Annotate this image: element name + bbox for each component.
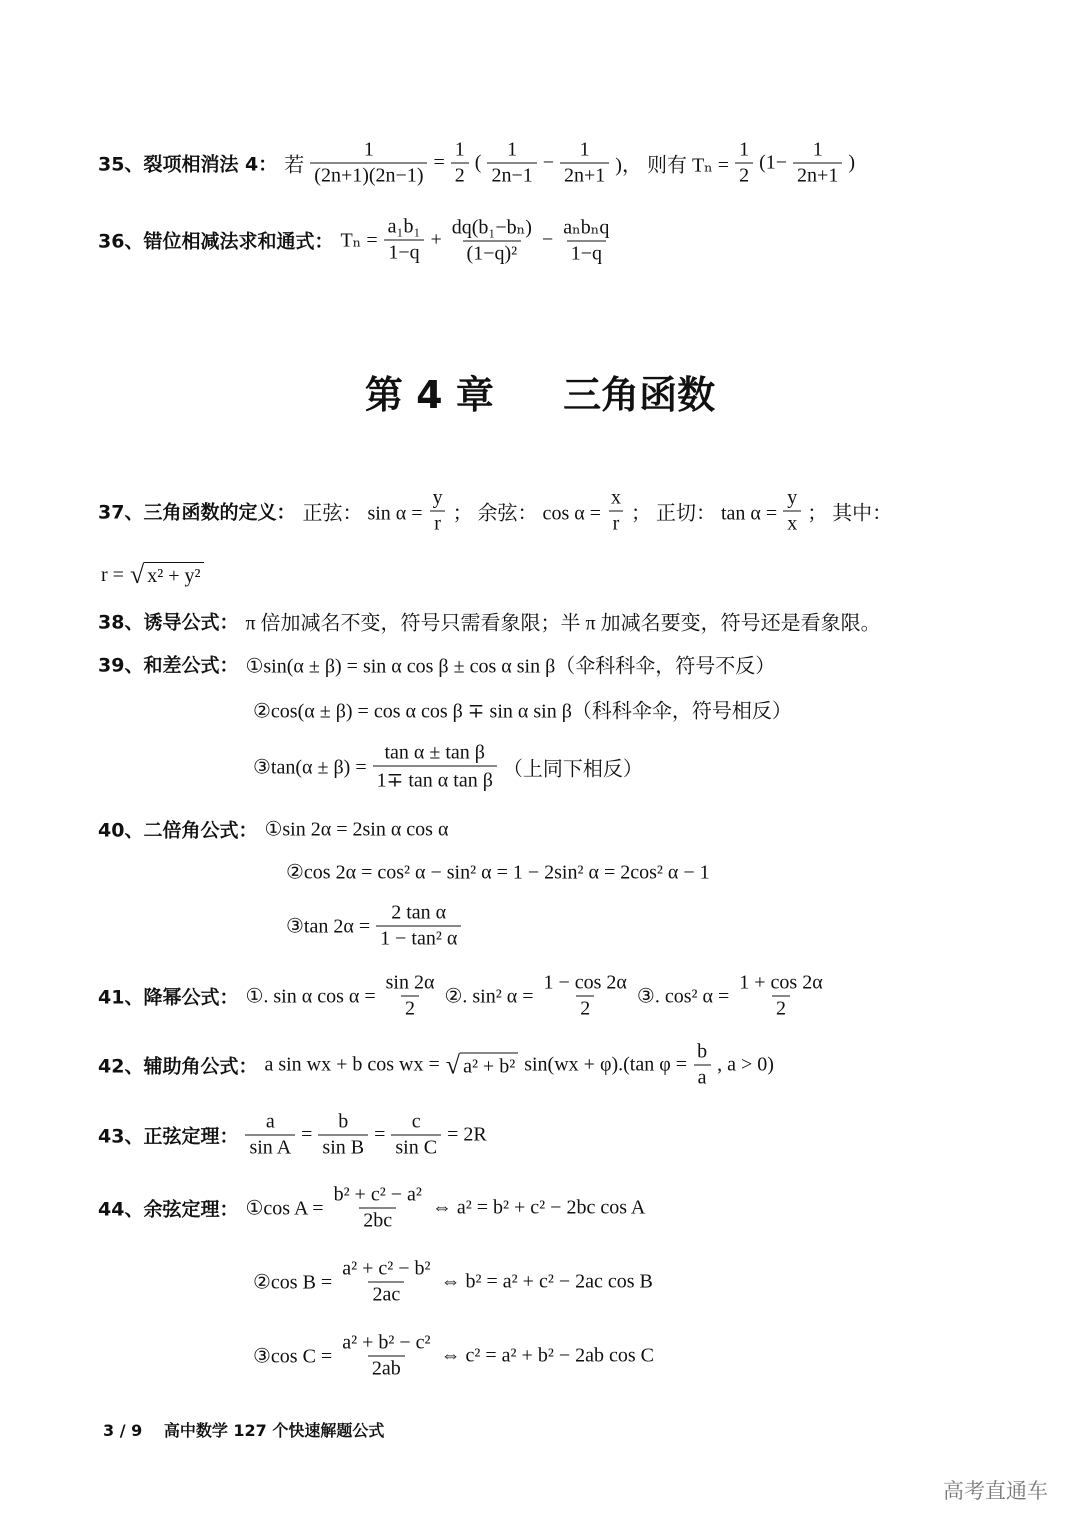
fraction <box>382 972 439 1021</box>
formula-text: = 2R <box>447 1123 487 1146</box>
denominator: x <box>783 511 801 536</box>
numerator: a <box>265 1110 275 1133</box>
formula-text: ②cos(α ± β) = cos α cos β ∓ sin α sin β（科科伞伞，符号相反） <box>253 700 792 723</box>
fraction <box>560 139 609 188</box>
formula-text: sin(wx + φ).(tan φ = <box>524 1053 688 1076</box>
formula-text: ) <box>848 151 855 174</box>
formula-text: ②cos 2α = cos² α − sin² α = 1 − 2sin² α = 2cos² α − 1 <box>286 861 710 884</box>
formula-text: Tₙ = <box>340 229 378 252</box>
radical-sign-icon: √ <box>445 1050 461 1079</box>
formula-text: = <box>301 1123 313 1146</box>
item-label: 42、辅助角公式： <box>98 1055 258 1078</box>
fraction <box>783 487 801 536</box>
formula-text: ； 余弦： cos α = <box>452 502 601 525</box>
numerator: 1 <box>507 138 518 161</box>
numerator: x <box>610 486 621 509</box>
formula-line-l39c <box>250 742 646 793</box>
denominator: 2ac <box>368 1282 404 1307</box>
chapter-heading <box>0 364 1080 419</box>
fraction <box>384 216 425 265</box>
formula-text: （上同下相反） <box>502 758 643 781</box>
formula-line-l44a <box>98 1184 648 1233</box>
fraction <box>310 139 427 188</box>
denominator: 1−q <box>384 240 423 265</box>
formula-line-l35 <box>98 139 858 188</box>
item-label: 38、诱导公式： <box>98 611 239 634</box>
denominator: 2n+1 <box>793 163 842 188</box>
formula-text: ③tan 2α = <box>286 915 371 938</box>
denominator: r <box>430 511 445 536</box>
formula-text: = <box>374 1123 386 1146</box>
square-root <box>446 1052 518 1078</box>
numerator: c <box>411 1110 421 1133</box>
denominator: a <box>694 1065 711 1090</box>
formula-line-l39a <box>98 650 778 679</box>
formula-text: 若 <box>284 154 305 177</box>
numerator: 1 <box>579 138 590 161</box>
formula-text: (1− <box>759 151 788 174</box>
item-label: 41、降幂公式： <box>98 986 239 1009</box>
formula-text: )， 则有 Tₙ = <box>615 154 730 177</box>
numerator: a² + c² − b² <box>342 1257 431 1280</box>
page-footer <box>103 1418 400 1441</box>
denominator: 2 <box>576 996 594 1021</box>
formula-line-l40c <box>283 902 464 951</box>
formula-text: ②cos B = <box>253 1271 333 1294</box>
numerator: y <box>432 486 443 509</box>
numerator: 1 <box>739 138 750 161</box>
item-label: 39、和差公式： <box>98 654 239 677</box>
formula-text: ②. sin² α = <box>444 985 534 1008</box>
formula-text: 正弦： sin α = <box>302 502 423 525</box>
item-label: 40、二倍角公式： <box>98 819 258 842</box>
fraction <box>245 1111 295 1160</box>
radicand: a² + b² <box>460 1052 518 1078</box>
fraction <box>539 972 630 1021</box>
denominator: 2 <box>735 163 753 188</box>
denominator: sin C <box>391 1135 441 1160</box>
formula-text: − <box>542 151 554 174</box>
formula-line-l38 <box>98 607 884 636</box>
formula-text: ( <box>474 151 482 174</box>
denominator: r <box>609 511 624 536</box>
fraction <box>318 1111 368 1160</box>
formula-line-l39b <box>250 695 795 724</box>
formula-text: π 倍加减名不变，符号只需看象限；半 π 加减名要变，符号还是看象限。 <box>245 612 881 635</box>
fraction <box>391 1111 441 1160</box>
formula-line-l37 <box>98 487 895 536</box>
formula-text: ①. sin α cos α = <box>245 985 376 1008</box>
formula-line-l44b <box>250 1258 656 1307</box>
numerator: 1 <box>812 138 823 161</box>
fraction <box>607 487 625 536</box>
formula-text: ； 其中： <box>807 502 893 525</box>
formula-text: a sin wx + b cos wx = <box>264 1053 440 1076</box>
item-label: 36、错位相减法求和通式： <box>98 230 334 253</box>
formula-line-l36 <box>98 215 616 266</box>
numerator: y <box>787 486 798 509</box>
denominator: (1−q)² <box>463 241 522 266</box>
denominator: 1 − tan² α <box>376 926 461 951</box>
fraction <box>735 972 826 1021</box>
page-number: 3 / 9 <box>103 1421 143 1440</box>
item-label: 43、正弦定理： <box>98 1125 239 1148</box>
footer-title: 高中数学 127 个快速解题公式 <box>163 1421 385 1440</box>
formula-line-l43 <box>98 1111 490 1160</box>
fraction <box>373 742 497 793</box>
chapter-number: 第 4 章 <box>364 373 494 417</box>
denominator: 1−q <box>567 241 606 266</box>
fraction <box>735 139 753 188</box>
formula-line-l44c <box>250 1332 657 1381</box>
formula-line-l37b <box>98 562 207 588</box>
formula-text: r = <box>101 563 124 586</box>
fraction <box>338 1332 434 1381</box>
item-label: 35、裂项相消法 4： <box>98 153 278 176</box>
denominator: 2 <box>772 996 790 1021</box>
formula-text: ⇔ b² = a² + c² − 2ac cos B <box>440 1270 653 1293</box>
formula-text: ⇔ a² = b² + c² − 2bc cos A <box>431 1196 646 1219</box>
formula-text: ①cos A = <box>245 1197 324 1220</box>
numerator: b <box>697 1040 708 1063</box>
numerator: b² + c² − a² <box>333 1183 422 1206</box>
numerator: a² + b² − c² <box>342 1331 431 1354</box>
denominator: sin A <box>245 1135 295 1160</box>
formula-text: ③cos C = <box>253 1345 333 1368</box>
fraction <box>448 215 536 266</box>
numerator: sin 2α <box>385 971 435 994</box>
formula-text: = <box>433 151 445 174</box>
fraction <box>338 1258 434 1307</box>
formula-text: ； 正切： tan α = <box>630 502 778 525</box>
denominator: 2n−1 <box>487 163 536 188</box>
formula-line-l40b <box>283 860 713 885</box>
numerator: b <box>338 1110 349 1133</box>
numerator: 1 − cos 2α <box>543 971 627 994</box>
numerator: 1 + cos 2α <box>739 971 823 994</box>
fraction <box>330 1184 426 1233</box>
denominator: (2n+1)(2n−1) <box>310 163 427 188</box>
formula-text: ①sin(α ± β) = sin α cos β ± cos α sin β（伞科科伞，符号不反） <box>245 655 776 678</box>
square-root <box>130 562 204 588</box>
formula-text: + <box>430 228 442 251</box>
formula-text: ③. cos² α = <box>636 985 730 1008</box>
radical-sign-icon: √ <box>129 560 145 589</box>
numerator: a₁b₁ <box>387 215 421 238</box>
denominator: 2ab <box>368 1356 405 1381</box>
numerator: tan α ± tan β <box>384 741 485 764</box>
formula-line-l40a <box>98 816 451 843</box>
denominator: 2bc <box>359 1208 396 1233</box>
fraction <box>429 487 447 536</box>
formula-text: ⇔ c² = a² + b² − 2ab cos C <box>440 1344 654 1367</box>
radicand: x² + y² <box>144 562 203 588</box>
formula-line-l42 <box>98 1041 777 1090</box>
denominator: 2 <box>451 163 469 188</box>
numerator: dq(b₁−bₙ) <box>451 216 532 239</box>
fraction <box>793 139 842 188</box>
numerator: 1 <box>454 138 465 161</box>
denominator: 2n+1 <box>560 163 609 188</box>
formula-text: − <box>541 228 554 251</box>
numerator: aₙbₙq <box>563 216 610 239</box>
fraction <box>376 902 461 951</box>
numerator: 2 tan α <box>391 901 447 924</box>
formula-text: ①sin 2α = 2sin α cos α <box>264 818 449 841</box>
numerator: 1 <box>363 138 374 161</box>
fraction <box>693 1041 711 1090</box>
fraction <box>487 139 536 188</box>
formula-text: ③tan(α ± β) = <box>253 756 367 779</box>
formula-line-l41 <box>98 972 830 1021</box>
denominator: 2 <box>401 996 419 1021</box>
watermark: 高考直通车 <box>943 1479 1048 1503</box>
fraction <box>451 139 469 188</box>
denominator: 1∓ tan α tan β <box>373 766 497 793</box>
item-label: 37、三角函数的定义： <box>98 501 296 524</box>
chapter-title: 三角函数 <box>563 373 716 417</box>
fraction <box>559 215 613 266</box>
item-label: 44、余弦定理： <box>98 1198 239 1221</box>
formula-text: , a > 0) <box>717 1053 774 1076</box>
denominator: sin B <box>318 1135 368 1160</box>
